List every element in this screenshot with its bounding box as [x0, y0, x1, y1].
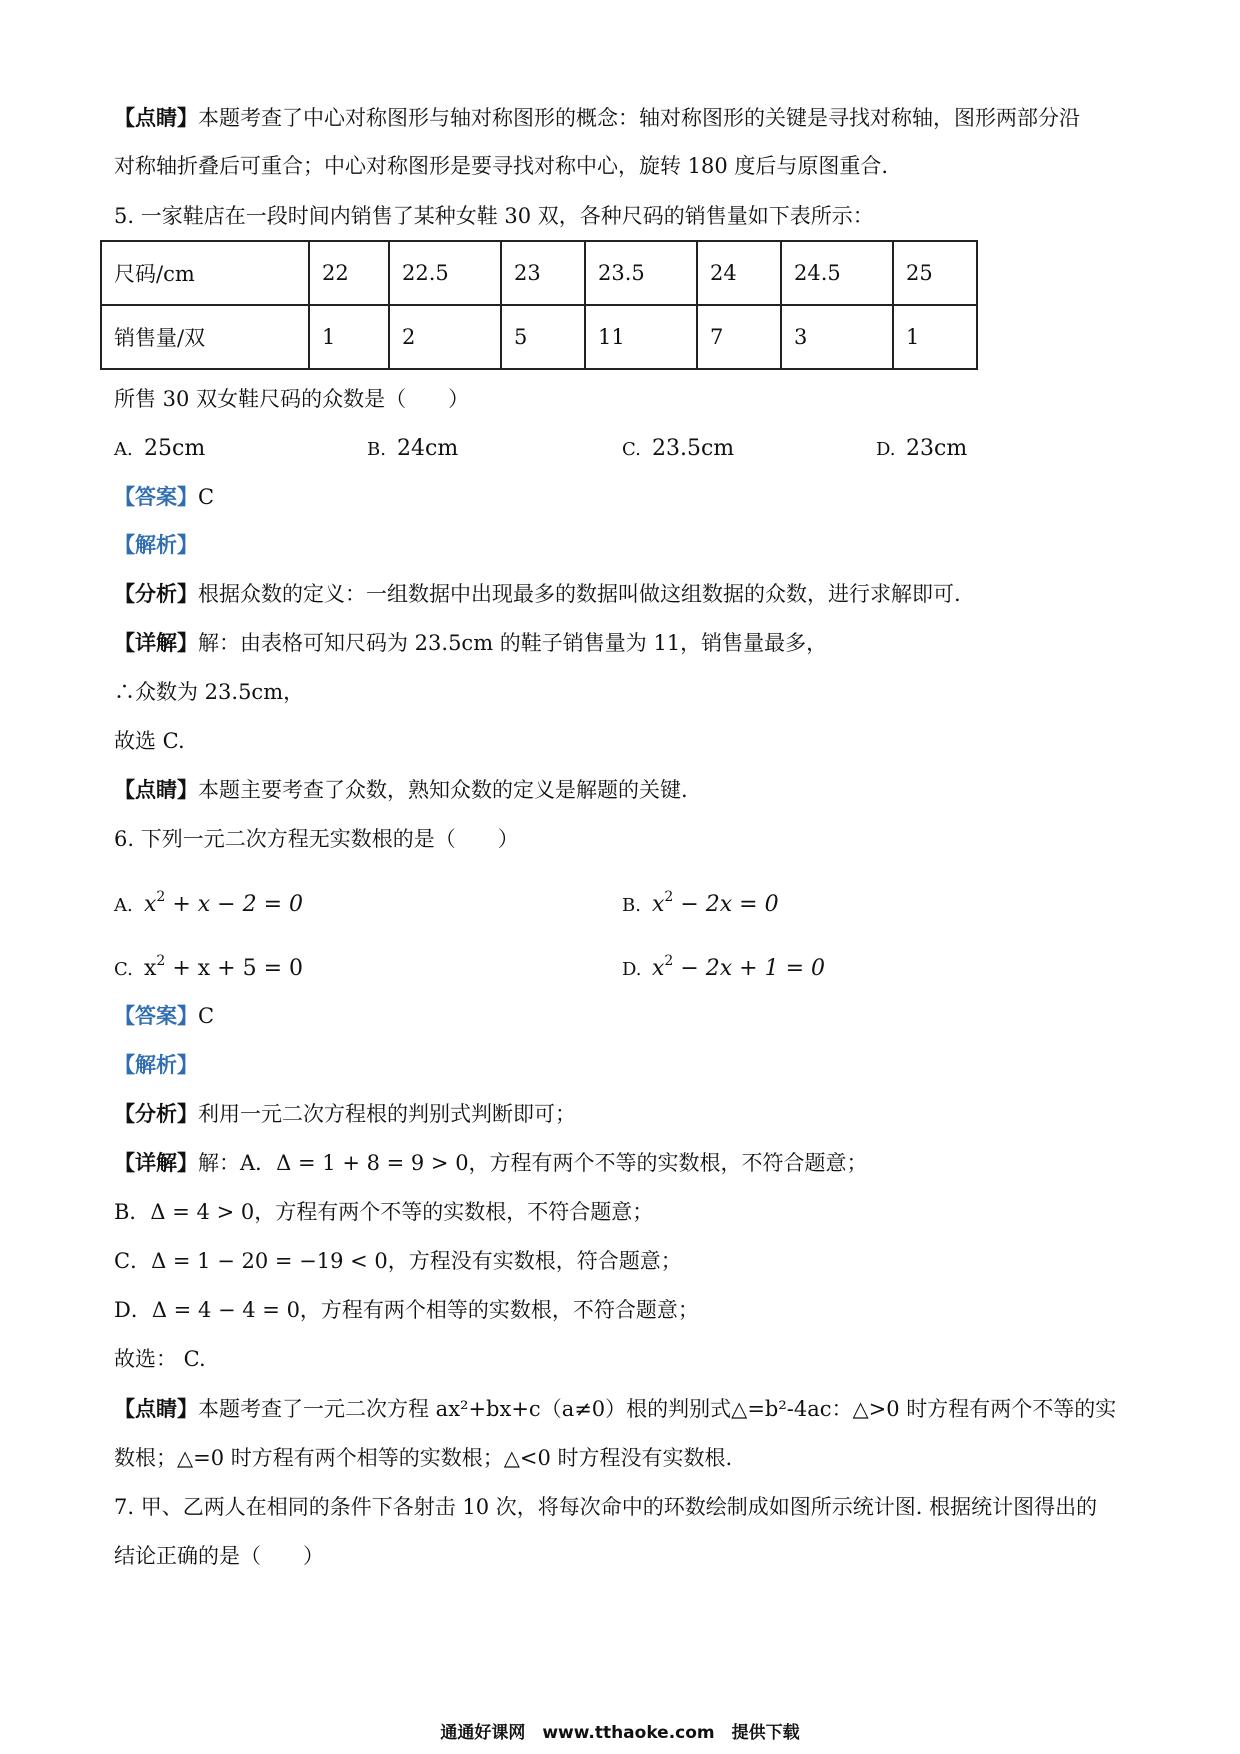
option-rest: − 2x + 1 = 0: [673, 956, 826, 981]
option-rest: − 2x = 0: [673, 892, 779, 917]
dianjing-text-1: 本题考查了一元二次方程 ax²+bx+c（a≠0）根的判别式△=b²-4ac：△>0 时方程有两个不等的实: [198, 1397, 1117, 1421]
table-cell: 11: [585, 305, 697, 369]
q5-choose: 故选 C.: [114, 729, 185, 753]
option-rest: + x + 5 = 0: [165, 956, 304, 981]
dianjing-tag: 【点睛】: [114, 777, 198, 802]
dianjing-tag: 【点睛】: [114, 1396, 198, 1421]
xiangjie-line-a: 解：A．Δ = 1 + 8 = 9 > 0，方程有两个不等的实数根，不符合题意；: [198, 1151, 868, 1175]
table-cell: 2: [389, 305, 501, 369]
option-text: 24cm: [397, 436, 459, 461]
option-letter: C.: [622, 439, 641, 460]
size-sales-table: [100, 240, 978, 370]
answer-tag: 【答案】: [114, 1003, 198, 1028]
answer-tag: 【答案】: [114, 484, 198, 509]
q6-option-a: [114, 882, 303, 921]
question-6-stem: 6. 下列一元二次方程无实数根的是（ ）: [114, 827, 519, 851]
table-header-size: 尺码/cm: [101, 241, 309, 305]
page-footer: 通通好课网 www.tthaoke.com 提供下载: [440, 1723, 800, 1743]
q6-choose: 故选： C.: [114, 1347, 206, 1371]
option-text: 25cm: [144, 436, 206, 461]
table-cell: 22.5: [389, 241, 501, 305]
option-exp: 2: [156, 953, 166, 969]
option-text: 23.5cm: [652, 436, 735, 461]
option-letter: D.: [876, 439, 896, 460]
table-cell: 25: [893, 241, 977, 305]
option-var: x: [144, 956, 157, 981]
q6-analysis-heading: [114, 1050, 198, 1080]
xiangjie-tag: 【详解】: [114, 1150, 198, 1175]
q6-line-d: D．Δ = 4 − 4 = 0，方程有两个相等的实数根，不符合题意；: [114, 1298, 699, 1322]
fenxi-text: 利用一元二次方程根的判别式判断即可；: [198, 1102, 576, 1126]
q5-xiangjie: [114, 628, 827, 658]
q6-option-c: [114, 946, 303, 985]
fenxi-tag: 【分析】: [114, 581, 198, 606]
q6-option-b: [622, 882, 779, 921]
option-letter: A.: [114, 439, 133, 460]
option-letter: C.: [114, 959, 133, 980]
comment-line-2: 对称轴折叠后可重合；中心对称图形是要寻找对称中心，旋转 180 度后与原图重合.: [114, 154, 889, 178]
option-letter: B.: [622, 895, 641, 916]
q6-xiangjie: [114, 1148, 868, 1178]
q5-dianjing: [114, 775, 688, 805]
q6-line-b: B．Δ = 4 > 0，方程有两个不等的实数根，不符合题意；: [114, 1200, 654, 1224]
option-letter: A.: [114, 895, 133, 916]
fenxi-text: 根据众数的定义：一组数据中出现最多的数据叫做这组数据的众数，进行求解即可.: [198, 582, 961, 606]
option-var: x: [652, 956, 665, 981]
comment-text-1: 本题考查了中心对称图形与轴对称图形的概念：轴对称图形的关键是寻找对称轴，图形两部分沿: [198, 106, 1080, 130]
q6-answer: [114, 1001, 214, 1031]
table-cell: 1: [893, 305, 977, 369]
question-7-line-1: 7. 甲、乙两人在相同的条件下各射击 10 次，将每次命中的环数绘制成如图所示统计图. 根据统计图得出的: [114, 1495, 1098, 1519]
table-cell: 5: [501, 305, 585, 369]
fenxi-tag: 【分析】: [114, 1101, 198, 1126]
q5-analysis-heading: [114, 530, 198, 560]
q6-option-d: [622, 946, 825, 985]
q6-dianjing-2: 数根；△=0 时方程有两个相等的实数根；△<0 时方程没有实数根.: [114, 1446, 733, 1470]
option-text: 23cm: [906, 436, 968, 461]
table-header-sales: 销售量/双: [101, 305, 309, 369]
option-var: x: [652, 892, 665, 917]
option-exp: 2: [156, 889, 166, 905]
q5-answer: [114, 482, 214, 512]
option-letter: B.: [367, 439, 386, 460]
question-5-stem: 5. 一家鞋店在一段时间内销售了某种女鞋 30 双，各种尺码的销售量如下表所示：: [114, 204, 874, 228]
table-cell: 1: [309, 305, 389, 369]
option-exp: 2: [664, 889, 674, 905]
q5-option-a: [114, 434, 205, 465]
comment-tag: 【点睛】: [114, 105, 198, 130]
table-cell: 23.5: [585, 241, 697, 305]
xiangjie-text: 解：由表格可知尺码为 23.5cm 的鞋子销售量为 11，销售量最多，: [198, 631, 828, 655]
table-cell: 23: [501, 241, 585, 305]
answer-value: C: [198, 1004, 215, 1028]
table-cell: 24: [697, 241, 781, 305]
dianjing-text: 本题主要考查了众数，熟知众数的定义是解题的关键.: [198, 778, 688, 802]
question-7-line-2: 结论正确的是（ ）: [114, 1544, 324, 1568]
table-cell: 22: [309, 241, 389, 305]
q5-fenxi: [114, 579, 961, 609]
table-row: [101, 241, 977, 305]
q5-option-b: [367, 434, 458, 465]
q5-option-c: [622, 434, 734, 465]
table-cell: 24.5: [781, 241, 893, 305]
answer-value: C: [198, 485, 215, 509]
q5-option-d: [876, 434, 967, 465]
analysis-tag: 【解析】: [114, 1052, 198, 1077]
comment-line-1: [114, 103, 1080, 133]
xiangjie-tag: 【详解】: [114, 630, 198, 655]
q6-line-c: C．Δ = 1 − 20 = −19 < 0，方程没有实数根，符合题意；: [114, 1249, 682, 1273]
table-row: [101, 305, 977, 369]
question-5-prompt: 所售 30 双女鞋尺码的众数是（ ）: [114, 387, 470, 411]
q5-therefore: ∴众数为 23.5cm，: [114, 680, 305, 704]
option-rest: + x − 2 = 0: [165, 892, 304, 917]
q6-dianjing-1: [114, 1394, 1116, 1424]
table-cell: 7: [697, 305, 781, 369]
option-var: x: [144, 892, 157, 917]
option-exp: 2: [664, 953, 674, 969]
table-cell: 3: [781, 305, 893, 369]
analysis-tag: 【解析】: [114, 532, 198, 557]
option-letter: D.: [622, 959, 642, 980]
q6-fenxi: [114, 1099, 576, 1129]
